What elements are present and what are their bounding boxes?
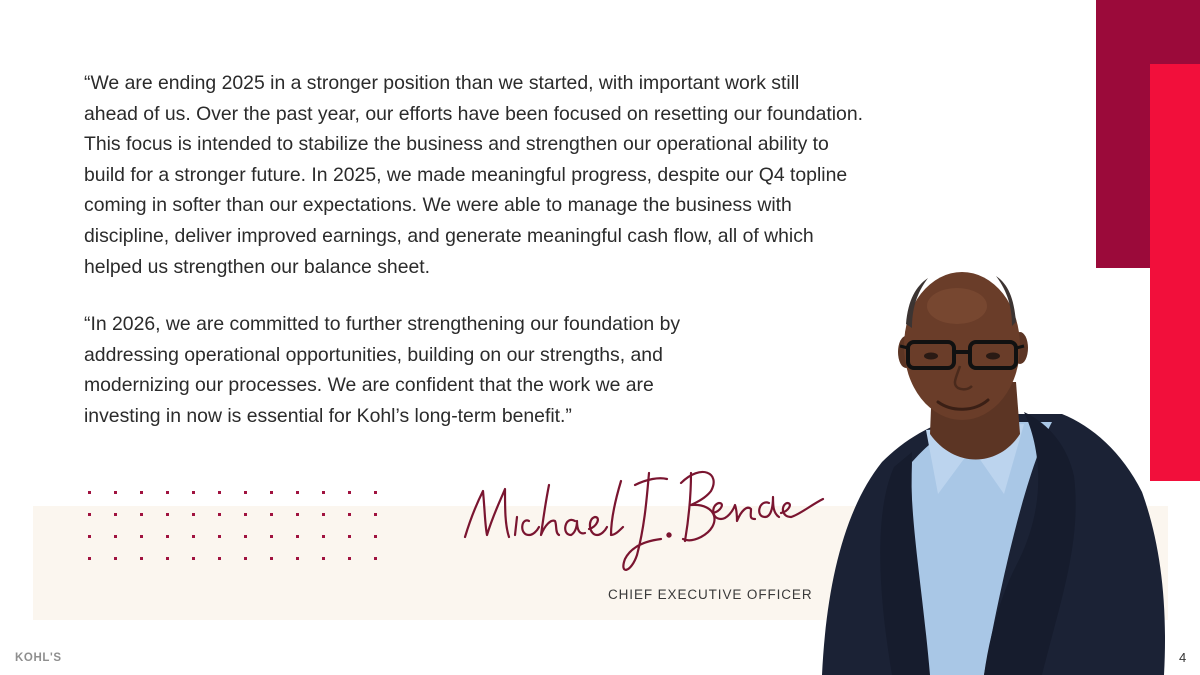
- quote-paragraph-2: “In 2026, we are committed to further strengthening our foundation by addressing operational opportunities, building on our strengths, and modernizing our processes. We are confident that the work we are investing in now is essential for Kohl’s long-term benefit.”: [84, 313, 681, 427]
- dot: [218, 491, 221, 494]
- dot: [114, 513, 117, 516]
- dot: [322, 557, 325, 560]
- dot: [322, 535, 325, 538]
- dot: [322, 513, 325, 516]
- dot: [166, 513, 169, 516]
- ceo-signature: [455, 455, 835, 585]
- dot: [296, 491, 299, 494]
- dot: [374, 535, 377, 538]
- dot: [166, 491, 169, 494]
- dot: [374, 513, 377, 516]
- dot: [140, 535, 143, 538]
- dot: [218, 535, 221, 538]
- dot: [88, 557, 91, 560]
- dot: [244, 535, 247, 538]
- dot: [114, 557, 117, 560]
- dot: [88, 535, 91, 538]
- dot: [270, 513, 273, 516]
- ceo-portrait: [812, 262, 1172, 675]
- dot: [192, 535, 195, 538]
- dot: [140, 491, 143, 494]
- dot: [218, 557, 221, 560]
- dot: [140, 557, 143, 560]
- dot: [348, 535, 351, 538]
- dot: [192, 557, 195, 560]
- dot: [192, 513, 195, 516]
- dot: [218, 513, 221, 516]
- page-number: 4: [1179, 650, 1187, 665]
- dot: [166, 557, 169, 560]
- dot: [140, 513, 143, 516]
- dot: [244, 491, 247, 494]
- dot: [270, 535, 273, 538]
- dot: [270, 491, 273, 494]
- kohls-logo: KOHL'S: [15, 652, 62, 664]
- dot: [348, 557, 351, 560]
- dot: [348, 513, 351, 516]
- dot: [88, 513, 91, 516]
- dot: [244, 557, 247, 560]
- dot: [244, 513, 247, 516]
- dot: [374, 491, 377, 494]
- dot: [374, 557, 377, 560]
- dot: [114, 535, 117, 538]
- dot: [88, 491, 91, 494]
- dot: [166, 535, 169, 538]
- dot: [296, 535, 299, 538]
- executive-title: CHIEF EXECUTIVE OFFICER: [608, 587, 813, 602]
- dot-grid: [87, 490, 387, 562]
- dot: [348, 491, 351, 494]
- dot: [296, 513, 299, 516]
- dot: [296, 557, 299, 560]
- dot: [322, 491, 325, 494]
- dot: [270, 557, 273, 560]
- dot: [192, 491, 195, 494]
- dot: [114, 491, 117, 494]
- quote-paragraph-1: “We are ending 2025 in a stronger position than we started, with important work still ahead of us. Over the past year, our efforts have been focused on resetting our foundation. This focus is intended to stabilize the business and strengthen our operational ability to build for a stronger future. In 2025, we made meaningful progress, despite our Q4 topline coming in softer than our expectations. We were able to manage the business with discipline, deliver improved earnings, and generate meaningful cash flow, all of which helped us strengthen our balance sheet.: [84, 72, 864, 278]
